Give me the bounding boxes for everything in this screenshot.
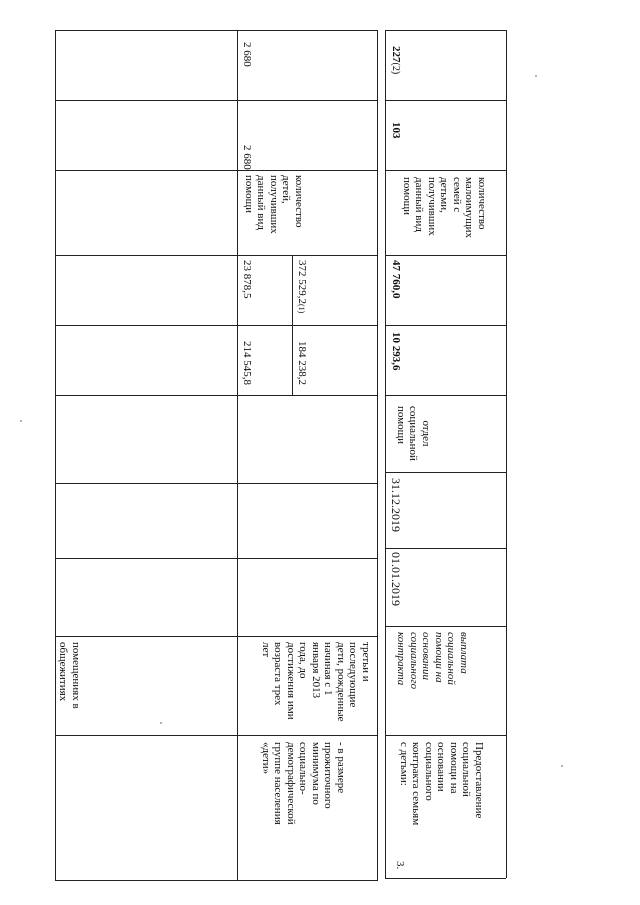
lower-value-2	[389, 46, 403, 74]
text-line: основании	[435, 742, 448, 792]
text-line: помощи	[243, 175, 255, 213]
text-line: выплата	[458, 632, 470, 674]
grid-line	[292, 255, 293, 395]
grid-line	[55, 735, 378, 736]
amount-value: 372 529,2	[296, 260, 308, 304]
text-line: социальной	[460, 742, 473, 797]
text-line: социальной	[407, 406, 420, 461]
footnote-ref: (1)	[297, 304, 306, 314]
grid-line	[385, 626, 506, 627]
grid-line	[55, 636, 378, 637]
text-line: Предоставление	[473, 742, 485, 819]
amount-value: 47 760,0	[390, 260, 402, 299]
text-line: детей,	[280, 175, 293, 204]
row-number-value: 3.	[394, 861, 406, 870]
lower-indicator	[401, 177, 489, 238]
grid-line	[506, 30, 507, 878]
text-line: малоимущих	[463, 177, 476, 239]
text-line: общежитиях	[57, 642, 70, 702]
value-1	[241, 145, 254, 170]
category-text	[260, 642, 373, 722]
grid-line	[55, 100, 378, 101]
text-line: контракта	[395, 632, 408, 686]
scan-speck	[160, 722, 162, 724]
grid-line	[55, 558, 378, 559]
text-line: дети, рожденные	[335, 642, 347, 722]
count-value: 2 680	[241, 145, 253, 170]
text-line: получивших	[426, 177, 438, 236]
text-line: помощи на	[448, 742, 460, 794]
date-value: 01.01.2019	[389, 552, 403, 606]
text-line: данный вид	[255, 175, 268, 230]
lower-amount-2	[390, 260, 403, 299]
indicator-text	[243, 175, 306, 234]
text-line: начиная с 1	[322, 642, 335, 696]
grid-line	[237, 255, 377, 256]
grid-line	[385, 735, 506, 736]
text-line: января 2013	[310, 642, 322, 699]
scan-speck	[20, 420, 22, 422]
grid-line	[385, 548, 506, 549]
row-number	[394, 861, 407, 869]
text-line: - в размере	[335, 742, 347, 794]
dormitory-text	[57, 642, 82, 709]
grid-line	[377, 30, 378, 880]
text-line: «дети»	[260, 742, 272, 775]
text-line: количество	[476, 177, 488, 230]
end-date	[390, 478, 403, 532]
amount-1	[241, 341, 254, 385]
executor-text	[395, 406, 433, 461]
grid-line	[385, 100, 506, 101]
grid-line	[55, 30, 56, 880]
value-2	[241, 42, 254, 67]
start-date	[390, 552, 403, 606]
text-line: третьи и	[360, 642, 372, 682]
text-line: минимума по	[310, 742, 322, 805]
date-value: 31.12.2019	[389, 478, 403, 532]
grid-line	[55, 880, 378, 881]
text-line: социального	[423, 742, 435, 801]
text-line: с детьми:	[398, 742, 410, 786]
text-line: социального	[408, 632, 420, 690]
text-line: помощи	[395, 406, 407, 444]
payment-kind	[395, 632, 470, 689]
text-line: лет	[260, 642, 272, 658]
amount-value: 23 878,5	[241, 260, 253, 299]
program-name	[398, 742, 486, 825]
amount-value: 184 238,2	[296, 341, 308, 385]
count-value: 103	[390, 122, 402, 139]
grid-line	[55, 483, 378, 484]
text-line: основании	[420, 632, 433, 680]
count-value: 227	[390, 46, 402, 63]
amount-value: 214 545,8	[241, 341, 253, 385]
text-line: прожиточного	[322, 742, 335, 809]
grid-line	[385, 472, 506, 473]
grid-line	[385, 255, 506, 256]
lower-amount-1	[390, 332, 403, 371]
count-value: 2 680	[241, 42, 253, 67]
grid-line	[55, 395, 378, 396]
text-line: достижения ими	[285, 642, 297, 720]
grid-line	[55, 325, 378, 326]
text-line: помещениях в	[70, 642, 82, 709]
text-line: контракта семьям	[410, 742, 423, 826]
text-line: количество	[293, 175, 305, 228]
text-line: семей с	[451, 177, 463, 213]
amount-4	[295, 260, 309, 313]
text-line: социальной	[445, 632, 458, 685]
text-line: последующие	[347, 642, 360, 708]
grid-line	[55, 170, 378, 171]
text-line: группе населения	[272, 742, 285, 825]
text-line: социально-	[297, 742, 310, 795]
footnote-ref: (2)	[390, 62, 401, 75]
scan-speck	[561, 765, 563, 767]
grid-line	[385, 395, 506, 396]
measure-text	[260, 742, 348, 825]
grid-line	[385, 30, 506, 31]
grid-line	[385, 170, 506, 171]
amount-value: 10 293,6	[390, 332, 402, 371]
amount-3	[296, 341, 309, 385]
grid-line	[385, 30, 386, 878]
text-line: демографической	[285, 742, 297, 825]
text-line: помощи на	[433, 632, 445, 683]
text-line: года, до	[297, 642, 310, 679]
lower-value-1	[390, 122, 403, 139]
text-line: получивших	[268, 175, 280, 234]
text-line: помощи	[401, 177, 413, 215]
text-line: данный вид	[413, 177, 426, 232]
amount-2	[241, 260, 254, 299]
grid-line	[385, 325, 506, 326]
scan-speck	[535, 75, 537, 77]
grid-line	[385, 878, 506, 879]
text-line: детьми,	[438, 177, 451, 213]
text-line: возраста трех	[272, 642, 285, 706]
grid-line	[55, 30, 378, 31]
grid-line	[237, 30, 238, 880]
text-line: отдел	[420, 420, 432, 447]
